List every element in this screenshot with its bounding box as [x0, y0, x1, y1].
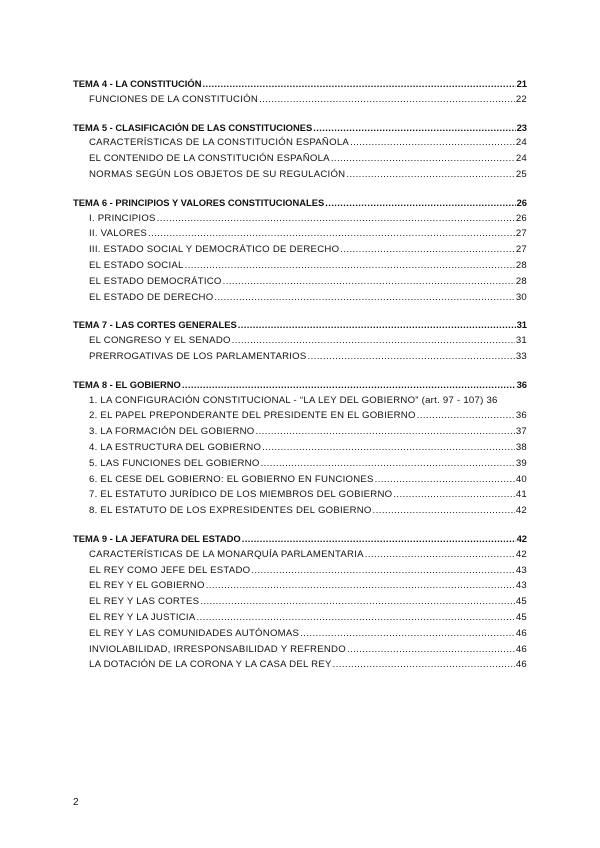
toc-section-heading[interactable]	[73, 377, 527, 393]
toc-entry-label: CARACTERÍSTICAS DE LA CONSTITUCIÓN ESPAÑOLA	[89, 137, 350, 149]
toc-entry[interactable]	[73, 211, 527, 227]
toc-entry-page: 45	[515, 611, 527, 623]
toc-entry-label: 5. LAS FUNCIONES DEL GOBIERNO	[89, 457, 260, 469]
toc-entry[interactable]	[73, 242, 527, 258]
toc-entry-label: II. VALORES	[89, 228, 148, 240]
toc-leader-dots	[375, 472, 515, 488]
toc-heading-title: TEMA 9 - LA JEFATURA DEL ESTADO	[73, 532, 241, 544]
toc-entry-page: 33	[515, 350, 527, 362]
toc-entry-page: 43	[515, 580, 527, 592]
toc-entry[interactable]	[73, 151, 527, 167]
toc-entry-label: EL ESTADO SOCIAL	[89, 259, 184, 271]
toc-leader-dots	[242, 531, 516, 547]
toc-leader-dots	[262, 440, 515, 456]
toc-heading-title: TEMA 7 - LAS CORTES GENERALES	[73, 319, 237, 331]
toc-entry[interactable]	[73, 578, 527, 594]
toc-leader-dots	[340, 242, 515, 258]
toc-entry-label: EL REY COMO JEFE DEL ESTADO	[89, 564, 251, 576]
toc-entry-label: INVIOLABILIDAD, IRRESPONSABILIDAD Y REFRENDO	[89, 643, 346, 655]
toc-heading-page: 23	[516, 121, 527, 133]
toc-leader-dots	[256, 424, 515, 440]
toc-entry-page: 46	[515, 659, 527, 671]
toc-entry-page: 43	[515, 564, 527, 576]
toc-leader-dots	[202, 76, 515, 92]
toc-entry-label: PRERROGATIVAS DE LOS PARLAMENTARIOS	[89, 350, 307, 362]
toc-entry-page: 22	[515, 93, 527, 105]
toc-entry[interactable]	[73, 594, 527, 610]
toc-entry[interactable]	[73, 424, 527, 440]
toc-entry[interactable]	[73, 274, 527, 290]
toc-entry-page: 24	[515, 137, 527, 149]
toc-entry-page: 45	[515, 596, 527, 608]
toc-entry-page: 37	[515, 426, 527, 438]
toc-leader-dots	[261, 456, 515, 472]
toc-entry-page: 31	[515, 335, 527, 347]
toc-heading-title: TEMA 8 - EL GOBIERNO	[73, 378, 181, 390]
page-number: 2	[73, 797, 79, 808]
toc-entry-label: 6. EL CESE DEL GOBIERNO: EL GOBIERNO EN FUNCIONES	[89, 473, 374, 485]
toc-leader-dots	[347, 642, 515, 658]
toc-leader-dots	[182, 377, 516, 393]
toc-entry-page: 40	[515, 473, 527, 485]
toc-leader-dots	[308, 349, 515, 365]
toc-entry-page: 27	[515, 228, 527, 240]
toc-entry[interactable]	[73, 333, 527, 349]
toc-entry-page: 39	[515, 457, 527, 469]
toc-leader-dots	[197, 610, 515, 626]
toc-leader-dots	[259, 92, 515, 108]
toc-leader-dots	[313, 120, 515, 136]
toc-heading-title: TEMA 4 - LA CONSTITUCIÓN	[73, 78, 202, 89]
toc-entry[interactable]	[73, 547, 527, 563]
toc-entry-label: LA DOTACIÓN DE LA CORONA Y LA CASA DEL REY	[89, 659, 332, 671]
toc-leader-dots	[373, 503, 515, 519]
toc-section	[73, 76, 527, 108]
toc-entry[interactable]	[73, 393, 527, 409]
toc-section-heading[interactable]	[73, 195, 527, 211]
toc-heading-page: 31	[516, 319, 527, 331]
toc-entry-label: 7. EL ESTATUTO JURÍDICO DE LOS MIEMBROS DEL GOBIERNO	[89, 489, 393, 501]
toc-entry-page: 38	[515, 441, 527, 453]
toc-entry-page: 46	[515, 627, 527, 639]
toc-entry-label: 8. EL ESTATUTO DE LOS EXPRESIDENTES DEL GOBIERNO	[89, 505, 372, 517]
toc-entry[interactable]	[73, 92, 527, 108]
toc-section	[73, 531, 527, 673]
toc-entry[interactable]	[73, 440, 527, 456]
toc-leader-dots	[206, 578, 515, 594]
toc-leader-dots	[365, 547, 515, 563]
table-of-contents	[73, 76, 527, 685]
toc-leader-dots	[393, 487, 514, 503]
toc-entry-page: 25	[515, 168, 527, 180]
toc-leader-dots	[300, 626, 515, 642]
toc-entry-label: III. ESTADO SOCIAL Y DEMOCRÁTICO DE DERECHO	[89, 244, 340, 256]
toc-entry[interactable]	[73, 456, 527, 472]
toc-entry-label: CARACTERÍSTICAS DE LA MONARQUÍA PARLAMENTARIA	[89, 548, 364, 560]
toc-entry-label: EL REY Y LAS CORTES	[89, 596, 200, 608]
toc-entry[interactable]	[73, 226, 527, 242]
toc-leader-dots	[157, 211, 515, 227]
toc-heading-page: 21	[516, 78, 527, 89]
toc-heading-page: 36	[516, 378, 527, 390]
toc-entry-page: 42	[515, 505, 527, 517]
toc-entry[interactable]	[73, 167, 527, 183]
toc-entry-page: 28	[515, 259, 527, 271]
toc-entry[interactable]	[73, 657, 527, 673]
toc-entry-label: EL REY Y LA JUSTICIA	[89, 611, 196, 623]
toc-heading-title: TEMA 6 - PRINCIPIOS Y VALORES CONSTITUCIONALES	[73, 196, 325, 208]
toc-entry[interactable]	[73, 349, 527, 365]
toc-entry-page: 41	[515, 489, 527, 501]
toc-heading-page: 26	[516, 196, 527, 208]
toc-entry-label: 2. EL PAPEL PREPONDERANTE DEL PRESIDENTE EN EL GOBIERNO	[89, 410, 416, 422]
toc-entry[interactable]	[73, 472, 527, 488]
toc-entry-label: FUNCIONES DE LA CONSTITUCIÓN	[89, 93, 259, 105]
toc-leader-dots	[350, 135, 515, 151]
toc-entry-label: 1. LA CONFIGURACIÓN CONSTITUCIONAL - “LA LEY DEL GOBIERNO” (art. 97 - 107)	[89, 394, 484, 406]
toc-leader-dots	[331, 151, 515, 167]
toc-entry[interactable]	[73, 408, 527, 424]
toc-heading-page: 42	[516, 532, 527, 544]
toc-section-heading[interactable]	[73, 76, 527, 92]
toc-leader-dots	[417, 408, 515, 424]
toc-entry[interactable]	[73, 290, 527, 306]
toc-leader-dots	[346, 167, 514, 183]
toc-entry-label: EL ESTADO DE DERECHO	[89, 291, 214, 303]
toc-entry-page: 46	[515, 643, 527, 655]
toc-entry[interactable]	[73, 626, 527, 642]
toc-entry[interactable]	[73, 563, 527, 579]
toc-entry-label: EL CONTENIDO DE LA CONSTITUCIÓN ESPAÑOLA	[89, 153, 330, 165]
toc-entry[interactable]	[73, 258, 527, 274]
toc-entry-page: 36	[515, 410, 527, 422]
toc-leader-dots	[325, 195, 515, 211]
toc-section-heading[interactable]	[73, 317, 527, 333]
toc-entry-label: 3. LA FORMACIÓN DEL GOBIERNO	[89, 426, 255, 438]
toc-entry[interactable]	[73, 487, 527, 503]
toc-entry-page: 30	[515, 291, 527, 303]
toc-entry-label: NORMAS SEGÚN LOS OBJETOS DE SU REGULACIÓN	[89, 168, 346, 180]
toc-entry-page: 28	[515, 275, 527, 287]
toc-entry[interactable]	[73, 503, 527, 519]
toc-entry-page: 26	[515, 212, 527, 224]
toc-entry-label: EL REY Y EL GOBIERNO	[89, 580, 205, 592]
toc-entry-page: 42	[515, 548, 527, 560]
toc-entry-label: EL CONGRESO Y EL SENADO	[89, 335, 231, 347]
toc-entry[interactable]	[73, 610, 527, 626]
toc-leader-dots	[333, 657, 515, 673]
toc-entry-label: I. PRINCIPIOS	[89, 212, 156, 224]
toc-section	[73, 195, 527, 306]
toc-leader-dots	[223, 274, 515, 290]
toc-section	[73, 120, 527, 183]
toc-leader-dots	[185, 258, 515, 274]
toc-entry[interactable]	[73, 135, 527, 151]
toc-leader-dots	[251, 563, 514, 579]
toc-leader-dots	[214, 290, 514, 306]
toc-section	[73, 377, 527, 519]
toc-entry-page: 27	[515, 244, 527, 256]
toc-entry-page: 24	[515, 153, 527, 165]
toc-leader-dots	[200, 594, 514, 610]
toc-section-heading[interactable]	[73, 120, 527, 136]
toc-leader-dots	[238, 317, 516, 333]
toc-section	[73, 317, 527, 364]
toc-entry[interactable]	[73, 642, 527, 658]
toc-leader-dots	[232, 333, 515, 349]
toc-entry-label: EL ESTADO DEMOCRÁTICO	[89, 275, 222, 287]
toc-section-heading[interactable]	[73, 531, 527, 547]
toc-entry-page: 36	[486, 394, 498, 406]
toc-heading-title: TEMA 5 - CLASIFICACIÓN DE LAS CONSTITUCIONES	[73, 121, 313, 133]
toc-entry-label: EL REY Y LAS COMUNIDADES AUTÓNOMAS	[89, 627, 300, 639]
toc-leader-dots	[148, 226, 515, 242]
toc-entry-label: 4. LA ESTRUCTURA DEL GOBIERNO	[89, 441, 262, 453]
